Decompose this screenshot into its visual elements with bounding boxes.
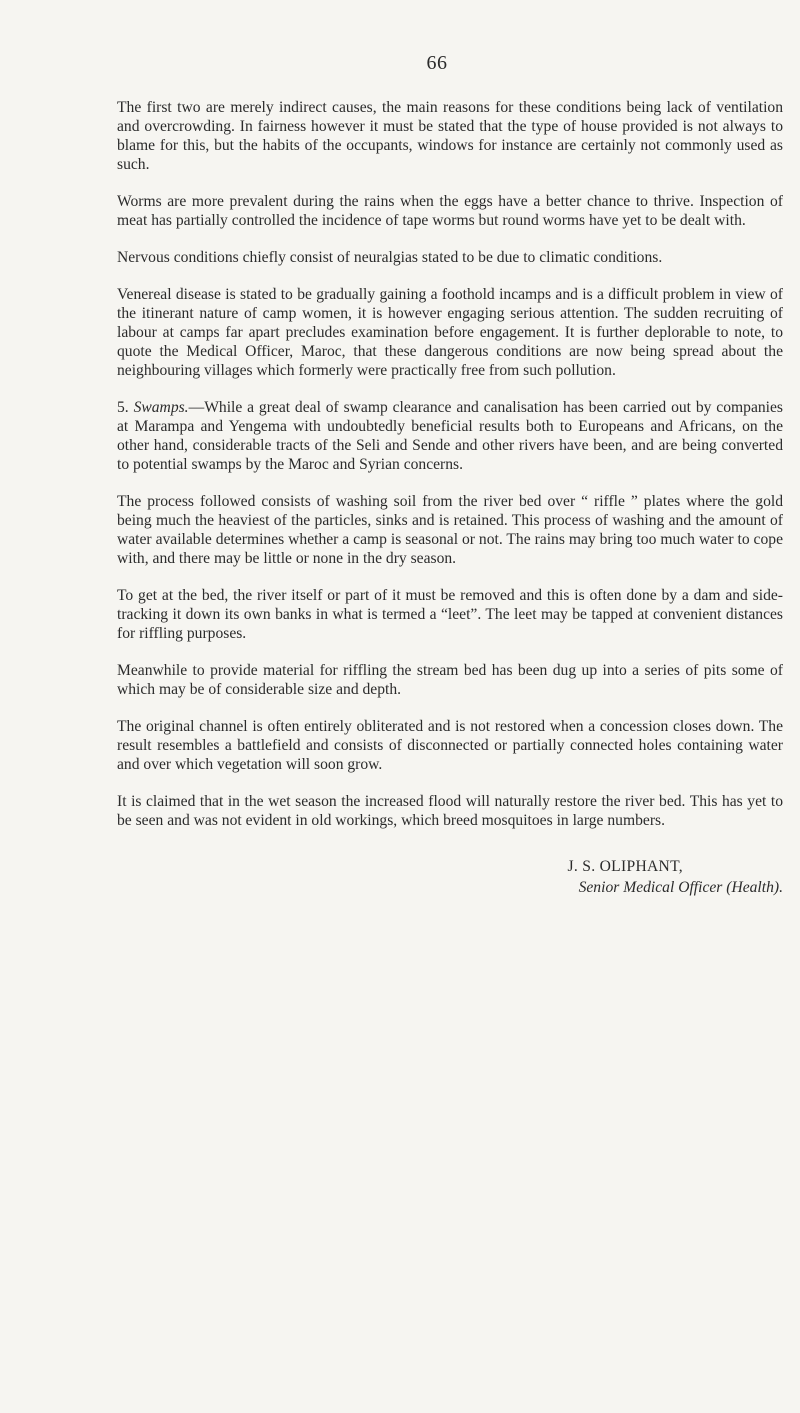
paragraph-worms: Worms are more prevalent during the rains when the eggs have a better chance to thrive. Inspection of meat has partially controlled the incidence of tape worms but round worms have yet to be dealt with. xyxy=(117,193,783,229)
section-number: 5. xyxy=(117,399,129,416)
paragraph-swamps xyxy=(117,398,783,474)
paragraph-pits: Meanwhile to provide material for riffling the stream bed has been dug up into a series of pits some of which may be of considerable size and depth. xyxy=(117,662,783,698)
paragraph-nervous-conditions: Nervous conditions chiefly consist of neuralgias stated to be due to climatic conditions. xyxy=(117,249,663,266)
paragraph-leet: To get at the bed, the river itself or part of it must be removed and this is often done by a dam and side-tracking it down its own banks in what is termed a “leet”. The leet may be tapped at convenient distances for riffling purposes. xyxy=(117,587,783,642)
signature-name: J. S. OLIPHANT, xyxy=(567,858,683,875)
signature-block xyxy=(117,856,783,898)
paragraph-riffle-process: The process followed consists of washing soil from the river bed over “ riffle ” plates where the gold being much the heaviest of the particles, sinks and is retained. This process of washing and the amount of water available determines whether a camp is seasonal or not. The rains may bring too much water to cope with, and there may be little or none in the dry season. xyxy=(117,493,783,567)
page-number: 66 xyxy=(426,52,448,74)
paragraph-venereal-disease: Venereal disease is stated to be gradually gaining a foothold incamps and is a difficult problem in view of the itinerant nature of camp women, it is however engaging serious attention. The sudden recruiting of labour at camps far apart precludes examination before engagement. It is further deplorable to note, to quote the Medical Officer, Maroc, that these dangerous conditions are now being spread about the neighbouring villages which formerly were practically free from such pollution. xyxy=(117,286,783,379)
paragraph-wet-season: It is claimed that in the wet season the increased flood will naturally restore the river bed. This has yet to be seen and was not evident in old workings, which breed mosquitoes in large numbers. xyxy=(117,793,783,829)
paragraph-channel: The original channel is often entirely obliterated and is not restored when a concession closes down. The result resembles a battlefield and consists of disconnected or partially connected holes containing water and over which vegetation will soon grow. xyxy=(117,718,783,773)
section-title-swamps: Swamps. xyxy=(133,399,189,416)
paragraph-ventilation: The first two are merely indirect causes, the main reasons for these conditions being lack of ventilation and overcrowding. In fairness however it must be stated that the type of house provided is not always to blame for this, but the habits of the occupants, windows for instance are certainly not commonly used as such. xyxy=(117,99,783,173)
swamps-text: —While a great deal of swamp clearance and canalisation has been carried out by companies at Marampa and Yengema with undoubtedly beneficial results both to Europeans and Africans, on the other hand, considerable tracts of the Seli and Sende and other rivers have been, and are being converted to potential swamps by the Maroc and Syrian concerns. xyxy=(117,399,783,473)
page-content xyxy=(117,52,783,898)
signature-role: Senior Medical Officer (Health). xyxy=(578,879,783,896)
